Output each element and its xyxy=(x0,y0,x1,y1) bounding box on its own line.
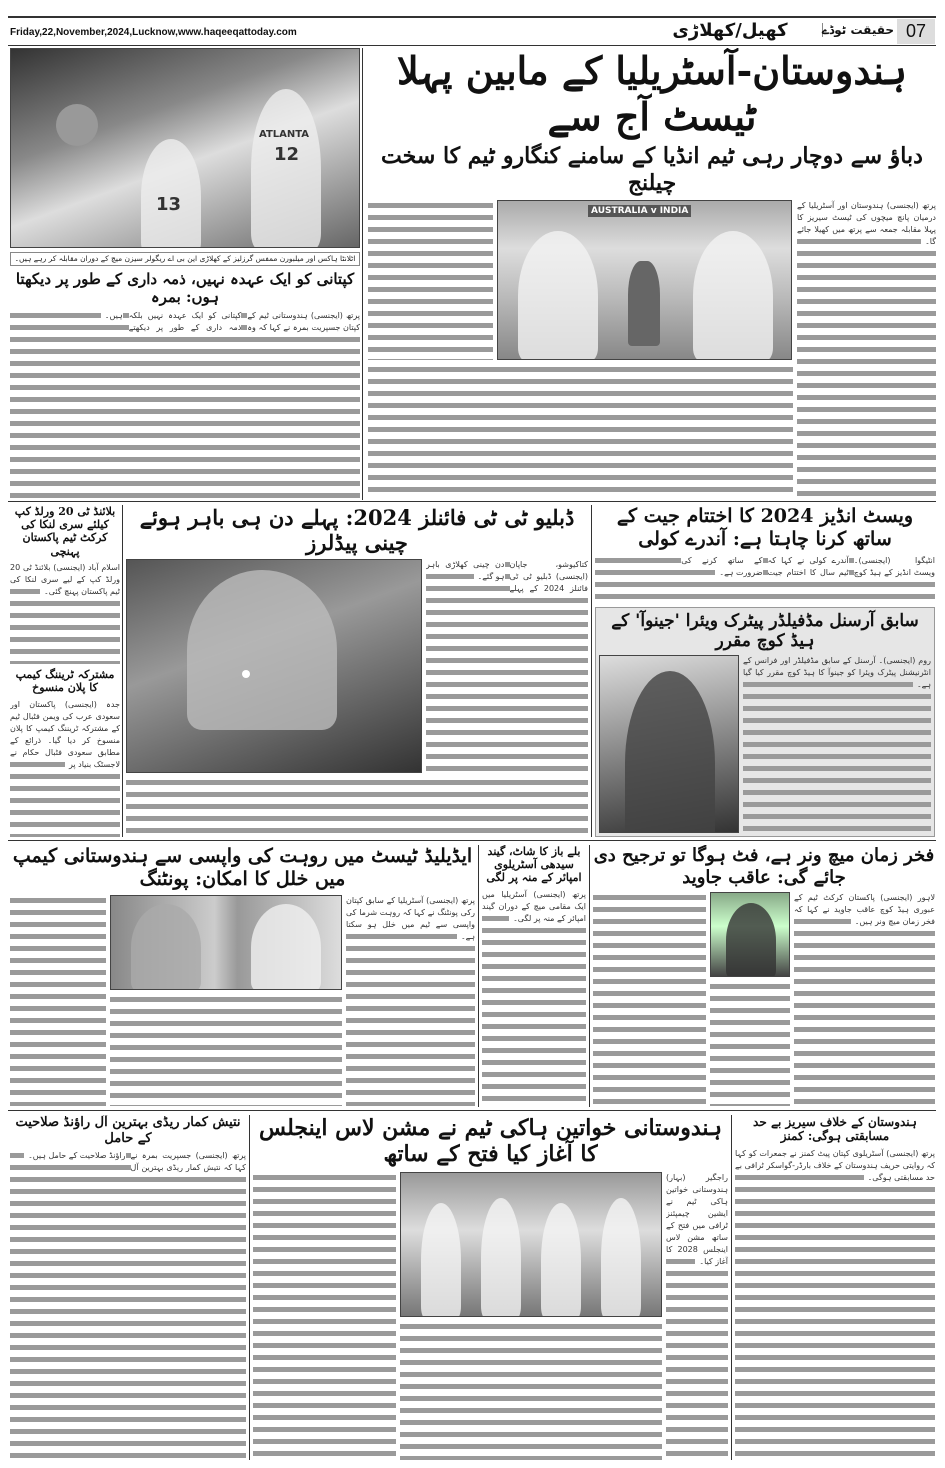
umpire-headline: بلے باز کا شاٹ، گیند سیدھی آسٹریلوی امپائر کے منہ پر لگی xyxy=(486,845,582,885)
nitish-headline: نتیش کمار ریڈی بہترین آل راؤنڈ صلاحیت کے حامل xyxy=(15,1115,241,1146)
lead-region xyxy=(368,48,936,499)
cummins-body: پرتھ (ایجنسی) آسٹریلوی کپتان پیٹ کمنز نے جمعرات کو کہا کہ روایتی حریف ہندوستان کے خلاف بارڈر-گواسکر ٹرافی بے حد مسابقتی ہوگی۔ xyxy=(735,1148,935,1460)
ponting-headline: ایڈیلیڈ ٹیسٹ میں روہت کی واپسی سے ہندوستانی کیمپ میں خلل کا امکان: پونٹنگ xyxy=(12,845,473,890)
blind-body: اسلام آباد (ایجنسی) بلائنڈ ٹی 20 ورلڈ کپ کے لیے سری لنکا کی ٹیم پاکستان پہنچ گئی۔ xyxy=(10,562,120,664)
hockey-body-right: راجگیر (بہار) ہندوستانی خواتین ہاکی ٹیم نے ایشین چیمپئنز ٹرافی میں فتح کے ساتھ مشن لاس اینجلس 2028 کا آغاز کیا۔ xyxy=(666,1172,728,1460)
hockey-team-photo xyxy=(400,1172,662,1317)
trophy-photo xyxy=(497,200,792,360)
vieira-photo xyxy=(599,655,739,833)
hockey-body-left xyxy=(253,1172,396,1460)
ponting-body-left xyxy=(10,895,106,1106)
vieira-body: روم (ایجنسی)۔ آرسنل کے سابق مڈفیلڈر اور فرانس کے انٹرنیشنل پیٹرک ویئرا کو جینوآ کا ہیڈ کوچ مقرر کیا گیا ہے۔ xyxy=(743,655,931,833)
fakhar-body-left xyxy=(593,892,706,1106)
page-number: 07 xyxy=(897,19,935,44)
fakhar-region xyxy=(593,845,935,1106)
ponting-columns xyxy=(10,895,475,1106)
saudi-body: جدہ (ایجنسی) پاکستان اور سعودی عرب کی ویمن فٹبال ٹیم کے مشترکہ ٹریننگ کیمپ کا پلان منسوخ کر دیا گیا۔ ذرائع کے مطابق سعودی فٹبال حکام نے لاجسٹک بنیاد پر xyxy=(10,699,120,837)
fakhar-columns xyxy=(593,892,935,1106)
lead-headline: ہندوستان-آسٹریلیا کے مابین پہلا ٹیسٹ آج سے xyxy=(396,48,908,139)
lead-body-left xyxy=(368,200,493,360)
nitish-body: پرتھ (ایجنسی) جسپریت بمرہ نے کہا کہ نتیش کمار ریڈی بہترین آل راؤنڈ صلاحیت کے حامل ہیں۔ xyxy=(10,1150,246,1460)
column-rule xyxy=(589,845,590,1107)
basketball-photo xyxy=(10,48,360,248)
ponting-region xyxy=(10,845,475,1106)
cummins-headline: ہندوستان کے خلاف سیریز بے حد مسابقتی ہوگی: کمنز xyxy=(753,1115,917,1144)
hockey-headline: ہندوستانی خواتین ہاکی ٹیم نے مشن لاس اینجلس کا آغاز کیا فتح کے ساتھ xyxy=(259,1115,722,1168)
lead-subheadline: دباؤ سے دوچار رہی ٹیم انڈیا کے سامنے کنگارو ٹیم کا سخت چیلنج xyxy=(381,143,923,196)
ponting-rohit-photo xyxy=(110,895,342,990)
blind-headline: بلائنڈ ٹی 20 ورلڈ کپ کیلئے سری لنکا کی کرکٹ ٹیم پاکستان پہنچی xyxy=(14,505,116,558)
cummins-region xyxy=(735,1115,935,1460)
fakhar-body: لاہور (ایجنسی) پاکستان کرکٹ ٹیم کے عبوری ہیڈ کوچ عاقب جاوید نے کہا کہ فخر زمان میچ ونر ہیں۔ xyxy=(794,892,935,1106)
vieira-columns xyxy=(599,655,931,833)
jersey-number: 13 xyxy=(156,194,182,215)
wtt-columns xyxy=(126,559,588,773)
saudi-headline: مشترکہ ٹریننگ کیمپ کا پلان منسوخ xyxy=(15,668,115,695)
bumrah-headline: کپتانی کو ایک عہدہ نہیں، ذمہ داری کے طور پر دیکھتا ہوں: بمرہ xyxy=(15,270,355,306)
bumrah-region xyxy=(10,48,360,499)
trophy xyxy=(628,261,660,346)
section-title: کھیل/کھلاڑی xyxy=(672,20,788,41)
ponting-body-bottom xyxy=(110,994,342,1106)
lead-body-bottom xyxy=(368,364,793,499)
hockey-body-bottom xyxy=(400,1321,662,1460)
hockey-columns xyxy=(253,1172,728,1460)
blind-region xyxy=(10,505,120,837)
westindies-body: انٹیگوا (ایجنسی)۔ ویسٹ انڈیز کے ہیڈ کوچ آندرے کولی نے کہا کہ ٹیم سال کا اختتام جیت کے ساتھ کرنے کی ضرورت ہے۔ xyxy=(595,555,935,603)
photo-caption: اٹلانٹا ہاکس اور میلبورن ممفس گرزلیز کے کھلاڑی این بی اے ریگولر سیزن میچ کے دوران مقابلہ کر رہے ہیں۔ xyxy=(10,252,360,266)
lead-columns xyxy=(368,200,936,499)
fakhar-body-mid xyxy=(710,981,790,1106)
vieira-headline: سابق آرسنل مڈفیلڈر پیٹرک ویئرا 'جینوآ' کے ہیڈ کوچ مقرر xyxy=(611,610,919,651)
wtt-body-bottom xyxy=(126,777,588,837)
basketball xyxy=(56,104,98,146)
ponting-body-right: پرتھ (ایجنسی) آسٹریلیا کے سابق کپتان رکی پونٹنگ نے کہا کہ روہت شرما کی واپسی سے ٹیم میں خلل ہو سکتا ہے۔ xyxy=(346,895,475,1106)
top-rule xyxy=(8,16,936,18)
dateline: Friday,22,November,2024,Lucknow,www.haqeeqattoday.com xyxy=(10,27,297,38)
vieira-box xyxy=(595,607,935,837)
column-rule xyxy=(362,48,363,500)
wtt-headline: ڈبلیو ٹی ٹی فائنلز 2024: پہلے دن ہی باہر ہوئے چینی پیڈلرز xyxy=(139,505,575,556)
table-tennis-photo xyxy=(126,559,422,773)
nitish-region xyxy=(10,1115,246,1460)
column-rule xyxy=(249,1115,250,1460)
jersey-text: ATLANTA xyxy=(259,129,310,140)
column-rule xyxy=(591,505,592,837)
bumrah-body: پرتھ (ایجنسی) ہندوستانی ٹیم کے کپتان جسپریت بمرہ نے کہا کہ وہ کپتانی کو ایک عہدہ نہیں بلکہ ذمہ داری کے طور پر دیکھتے ہیں۔ xyxy=(10,310,360,499)
row-rule xyxy=(8,501,936,502)
column-rule xyxy=(122,505,123,837)
westindies-headline: ویسٹ انڈیز 2024 کا اختتام جیت کے ساتھ کرنا چاہتا ہے: آندرے کولی xyxy=(616,505,914,550)
umpire-region xyxy=(482,845,586,1106)
row-rule xyxy=(8,1110,936,1111)
lead-body-right: پرتھ (ایجنسی) ہندوستان اور آسٹریلیا کے درمیان پانچ میچوں کی ٹیسٹ سیریز کا پہلا مقابلہ جمعہ سے پرتھ میں کھیلا جائے گا۔ xyxy=(797,200,936,499)
column-rule xyxy=(478,845,479,1107)
fakhar-headline: فخر زمان میچ ونر ہے، فٹ ہوگا تو ترجیح دی جائے گی: عاقب جاوید xyxy=(593,845,935,888)
aqib-javed-photo xyxy=(710,892,790,977)
wtt-body: کتاکیوشو، جاپان (ایجنسی) ڈبلیو ٹی ٹی فائنلز 2024 کے پہلے دن چینی کھلاڑی باہر ہو گئے۔ xyxy=(426,559,588,773)
row-rule xyxy=(8,840,936,841)
jersey-number: 12 xyxy=(274,144,300,165)
wtt-region xyxy=(126,505,588,837)
hockey-region xyxy=(253,1115,728,1460)
westindies-region xyxy=(595,505,935,837)
header-rule xyxy=(8,45,936,46)
banner-text: AUSTRALIA v INDIA xyxy=(588,205,691,217)
umpire-body: پرتھ (ایجنسی) آسٹریلیا میں ایک مقامی میچ کے دوران گیند امپائر کے منہ پر لگی۔ xyxy=(482,889,586,1106)
column-rule xyxy=(731,1115,732,1460)
masthead-logo: حقیقت ٹوڈے xyxy=(821,23,894,37)
